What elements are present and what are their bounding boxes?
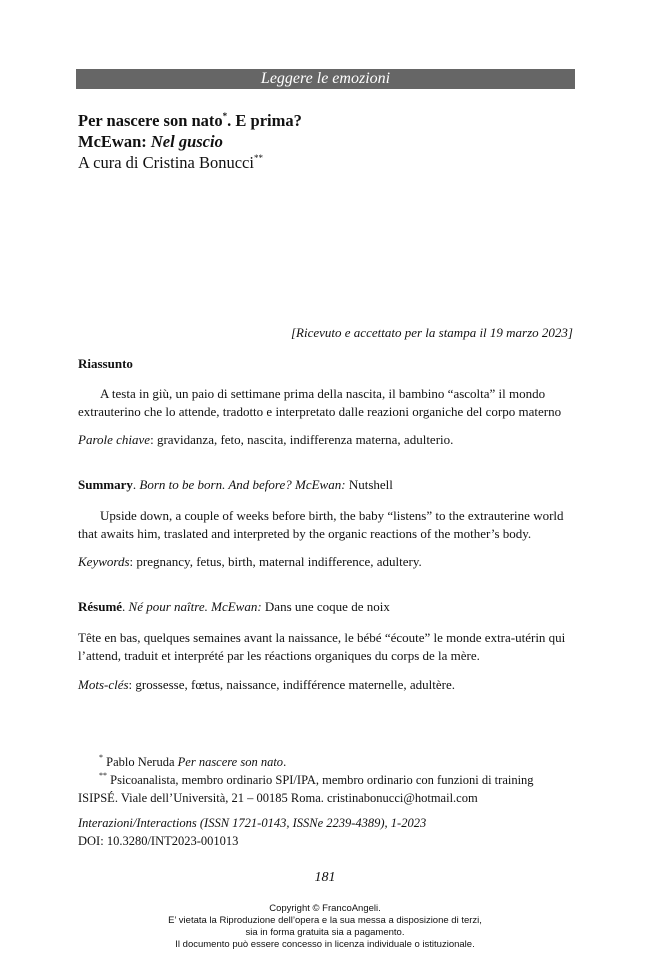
riassunto-line-1: A testa in giù, un paio di settimane prima della nascita, il bambino “ascolta” il mondo [100,386,546,401]
title-tail: . E prima? [227,111,302,130]
summary-title-plain: Nutshell [345,477,393,492]
article-title-block [78,110,578,173]
summary-line-1: Upside down, a couple of weeks before birth, the baby “listens” to the extrauterine world [100,508,564,523]
parole-chiave [78,431,453,449]
resume-body [78,629,565,665]
copyright-notice [0,903,650,951]
footnote-1-italic: Per nascere son nato [177,755,284,769]
mots-cles [78,676,455,694]
copyright-line-1: Copyright © FrancoAngeli. [269,903,381,914]
summary-body [78,507,564,543]
title-footnote-mark: * [222,111,228,121]
citation [78,814,426,850]
article-title [78,110,578,131]
article-editor [78,152,578,173]
footnote-2-mark: ** [99,771,107,780]
summary-line-2: that awaits him, traslated and interpreted by the organic reactions of the mother’s body. [78,526,532,541]
parole-chiave-label: Parole chiave [78,432,151,447]
mots-cles-label: Mots-clés [78,677,129,692]
riassunto-heading: Riassunto [78,356,133,371]
riassunto-line-2: extrauterino che lo attende, tradotto e interpretato dalle reazioni organiche del corpo materno [78,404,562,419]
received-date: [Ricevuto e accettato per la stampa il 19 marzo 2023] [291,325,573,340]
resume-title-italic: Né pour naître. McEwan: [128,599,262,614]
title-main: Per nascere son nato [78,111,223,130]
doi: DOI: 10.3280/INT2023-001013 [78,834,239,848]
editor-footnote-mark: ** [253,153,263,163]
subtitle-work: Nel guscio [150,132,223,151]
journal-section-banner: Leggere le emozioni [76,69,575,89]
footnote-1 [78,753,534,771]
footnote-1-mark: * [99,753,103,762]
journal-citation: Interazioni/Interactions (ISSN 1721-0143, ISSNe 2239-4389), 1-2023 [78,816,427,830]
summary-heading: Summary [78,477,133,492]
summary-heading-sep: . [132,477,140,492]
resume-line-1: Tête en bas, quelques semaines avant la naissance, le bébé “écoute” le monde extra-utérin qui [78,630,566,645]
resume-heading: Résumé [78,599,123,614]
mots-cles-text: : grossesse, fœtus, naissance, indifférence maternelle, adultère. [128,677,455,692]
page-number: 181 [314,870,336,885]
footnote-1-end: . [283,755,287,769]
copyright-line-3: sia in forma gratuita sia a pagamento. [245,927,405,938]
resume-heading-sep: . [122,599,129,614]
footnote-2-line-2: ISIPSÉ. Viale dell’Università, 21 – 00185 Roma. cristinabonucci@hotmail.com [78,791,478,805]
resume-line-2: l’attend, traduit et interprété par les réactions organiques du corps de la mère. [78,648,480,663]
editor-name: A cura di Cristina Bonucci [78,153,254,172]
subtitle-author: McEwan: [78,132,151,151]
keywords-label: Keywords [78,554,130,569]
keywords-text: : pregnancy, fetus, birth, maternal indifference, adultery. [129,554,422,569]
footnote-2-line-1 [78,771,534,789]
keywords [78,553,422,571]
summary-heading-line [78,476,393,494]
summary-title-italic: Born to be born. And before? McEwan: [139,477,346,492]
footnote-2-text: Psicoanalista, membro ordinario SPI/IPA, membro ordinario con funzioni di training [107,773,534,787]
riassunto-body [78,385,561,421]
footnote-1-text: Pablo Neruda [103,755,178,769]
article-subtitle [78,131,578,152]
resume-heading-line [78,598,390,616]
footnotes [78,753,534,807]
copyright-line-4: Il documento può essere concesso in licenza individuale o istituzionale. [175,939,475,950]
copyright-line-2: E’ vietata la Riproduzione dell’opera e la sua messa a disposizione di terzi, [168,915,482,926]
resume-title-plain: Dans une coque de noix [261,599,390,614]
parole-chiave-text: : gravidanza, feto, nascita, indifferenza materna, adulterio. [150,432,454,447]
